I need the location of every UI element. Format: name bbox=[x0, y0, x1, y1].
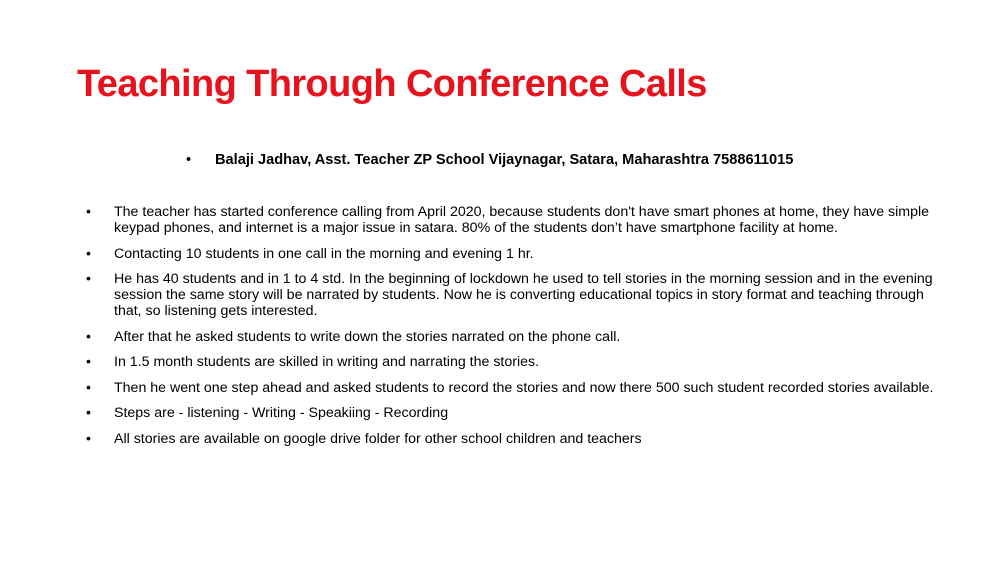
bullet-item: • Steps are - listening - Writing - Speakiing - Recording bbox=[86, 405, 946, 421]
author-line: • Balaji Jadhav, Asst. Teacher ZP School Vijaynagar, Satara, Maharashtra 7588611015 bbox=[186, 150, 793, 170]
bullet-item: • The teacher has started conference calling from April 2020, because students don't have smart phones at home, they have simple keypad phones, and internet is a major issue in satara. 80% of the students don’t have smartphone facility at home. bbox=[86, 204, 946, 236]
author-list bbox=[186, 150, 793, 170]
bullet-item: • Then he went one step ahead and asked students to record the stories and now there 500 such student recorded stories available. bbox=[86, 380, 946, 396]
bullet-item: • After that he asked students to write down the stories narrated on the phone call. bbox=[86, 329, 946, 345]
bullet-item: • Contacting 10 students in one call in the morning and evening 1 hr. bbox=[86, 246, 946, 262]
bullet-item: • He has 40 students and in 1 to 4 std. In the beginning of lockdown he used to tell stories in the morning session and in the evening session the same story will be narrated by students. Now he is converting educational topics in story format and teaching through that, so listening gets interested. bbox=[86, 271, 946, 319]
bullet-list bbox=[86, 204, 946, 456]
slide-title: Teaching Through Conference Calls bbox=[77, 63, 707, 105]
bullet-item: • In 1.5 month students are skilled in writing and narrating the stories. bbox=[86, 354, 946, 370]
bullet-item: • All stories are available on google drive folder for other school children and teachers bbox=[86, 431, 946, 447]
